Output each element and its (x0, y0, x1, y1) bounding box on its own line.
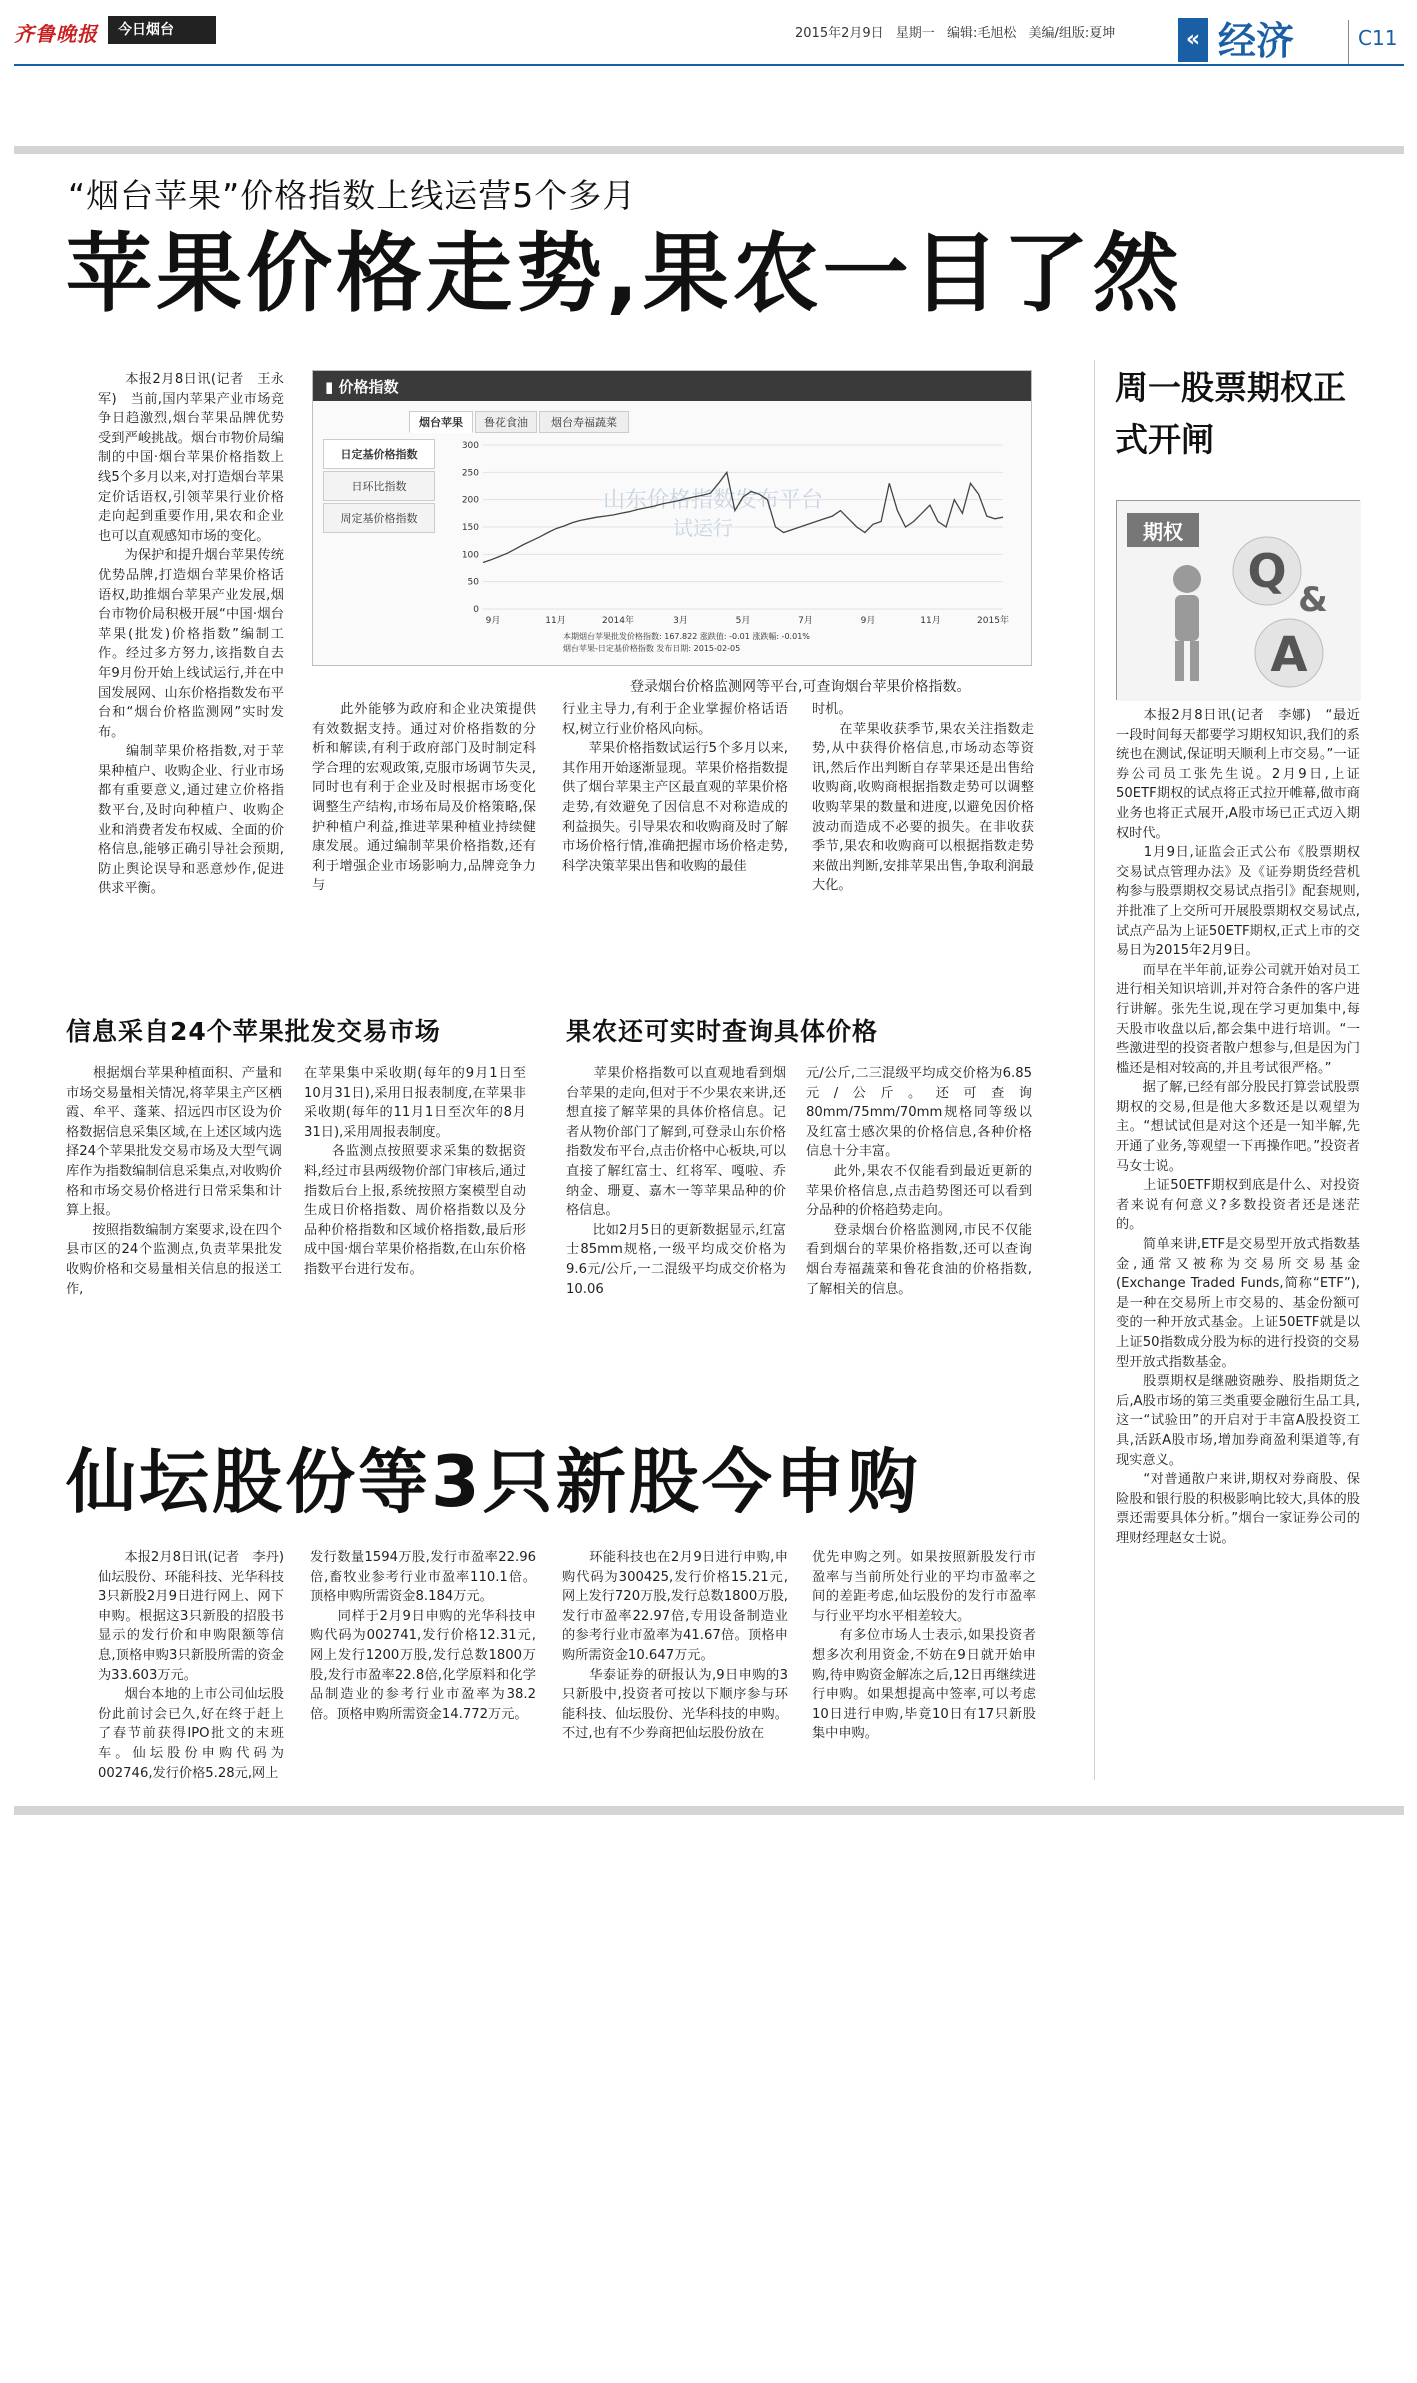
side-button-daily-base[interactable]: 日定基价格指数 (323, 439, 435, 469)
x-tick-label: 9月 (860, 616, 876, 626)
header-divider (1348, 20, 1349, 64)
issue-date: 2015年2月9日 (795, 26, 884, 41)
page-number: C11 (1358, 26, 1398, 50)
article1-column-4: 时机。 在苹果收获季节,果农关注指数走势,从中获得价格信息,市场动态等资讯,然后作出判断自存苹果还是出售给收购商,收购商根据指数走势可以调整收购苹果的数量和进度,以避免因价格波动而造成不必要的损失。在非收获季节,果农和收购商可以根据指数走势来做出判断,安排苹果出售,争取利润最大化。 (812, 702, 1034, 894)
x-tick-label: 2014年 (602, 616, 634, 626)
markets-column-2: 在苹果集中采收期(每年的9月1日至10月31日),采用日报表制度,在苹果非采收期(每年的11月1日至次年的8月31日),采用周报表制度。 各监测点按照要求采集的数据资料,经过市县两级物价部门审核后,通过指数后台上报,系统按照方案模型自动生成日价格指数、周价格指数以及分品种价格指数和区域价格指数,最后形成中国·烟台苹果价格指数,在山东价格指数平台进行发布。 (304, 1066, 526, 1277)
side-button-weekly-base[interactable]: 周定基价格指数 (323, 503, 435, 533)
section-heading-realtime: 果农还可实时查询具体价格 (566, 1017, 879, 1046)
y-tick-label: 150 (461, 523, 479, 533)
price-index-chart (312, 370, 1032, 666)
article1-column-2: 此外能够为政府和企业决策提供有效数据支持。通过对价格指数的分析和解读,有利于政府部门及时制定科学合理的宏观政策,克服市场调节失灵,同时也有利于企业及时根据市场变化调整生产结构,市场布局及价格策略,保护种植户利益,推进苹果种植业持续健康发展。通过编制苹果价格指数,还有利于增强企业市场影响力,品牌竞争力与 (312, 702, 536, 894)
x-tick-label: 11月 (545, 616, 566, 626)
chart-x-ticks (486, 614, 1009, 626)
chart-caption: 登录烟台价格监测网等平台,可查询烟台苹果价格指数。 (630, 679, 971, 695)
y-tick-label: 250 (461, 468, 479, 479)
article1-column-1: 本报2月8日讯(记者 王永军) 当前,国内苹果产业市场竞争日趋激烈,烟台苹果品牌优势受到严峻挑战。烟台市物价局编制的中国·烟台苹果价格指数上线5个多月以来,对打造烟台苹果定价话语权,引领苹果行业价格走向起到重要作用,果农和企业也可以直观感知市场的变化。 为保护和提升烟台苹果传统优势品牌,打造烟台苹果价格话语权,助推烟台苹果产业发展,烟台市物价局积极开展“中国·烟台苹果(批发)价格指数”编制工作。经过多方努力,该指数自去年9月份开始上线试运行,并在中国发展网、山东价格指数发布平台和“烟台价格监测网”实时发布。 编制苹果价格指数,对于苹果种植户、收购企业、行业市场都有重要意义,通过建立价格指数平台,及时向种植户、收购企业和消费者发布权威、全面的价格信息,能够正确引导社会预期,防止舆论误导和恶意炒作,促进供求平衡。 (98, 372, 284, 897)
options-qa-illustration (1117, 501, 1361, 701)
top-gray-bar (14, 146, 1404, 154)
x-tick-label: 5月 (735, 616, 751, 626)
chart-header (313, 371, 1031, 401)
newspaper-brand-logo: 齐鲁晚报 (14, 22, 98, 46)
article2-column-4: 优先申购之列。如果按照新股发行市盈率与当前所处行业的平均市盈率之间的差距考虑,仙坛股份的发行市盈率与行业平均水平相差较大。 有多位市场人士表示,如果投资者想多次利用资金,不妨在9日就开始申购,待申购资金解冻之后,12日再继续进行申购。如果想提高中签率,可以考虑10日进行申购,毕竟10日有17只新股集中申购。 (812, 1550, 1036, 1742)
header-meta (795, 22, 1115, 41)
photo-letter-q: Q (1247, 544, 1287, 598)
tab-yantai-apple[interactable]: 烟台苹果 (409, 411, 473, 433)
article2-column-3: 环能科技也在2月9日进行申购,申购代码为300425,发行价格15.21元,网上发行720万股,发行总数1800万股,发行市盈率22.97倍,专用设备制造业的参考行业市盈率为41.67倍。顶格申购所需资金10.647万元。 华泰证券的研报认为,9日申购的3只新股中,投资者可按以下顺序参与环能科技、仙坛股份、光华科技的申购。不过,也有不少券商把仙坛股份放在 (562, 1550, 788, 1742)
options-article-body: 本报2月8日讯(记者 李娜) “最近一段时间每天都要学习期权知识,我们的系统也在测试,保证明天顺利上市交易。”一证券公司员工张先生说。2月9日,上证50ETF期权的试点将正式拉开帷幕,做市商业务也将正式展开,A股市场已正式迈入期权时代。 1月9日,证监会正式公布《股票期权交易试点管理办法》及《证券期货经营机构参与股票期权交易试点指引》配套规则,并批准了上交所可开展股票期权交易试点,试点产品为上证50ETF期权,正式上市的交易日为2015年2月9日。 而早在半年前,证券公司就开始对员工进行相关知识培训,并对符合条件的客户进行讲解。张先生说,现在学习更加集中,每天股市收盘以后,都会集中进行培训。“一些激进型的投资者散户想参与,但是因为门槛还是相对较高的,并且考试很严格。” 据了解,已经有部分股民打算尝试股票期权的交易,但是他大多数还是以观望为主。“想试试但是对这个还是一知半解,先开通了业务,等观望一下再操作吧。”投资者马女士说。 上证50ETF期权到底是什么、对投资者来说有何意义?多数投资者还是迷茫的。 简单来讲,ETF是交易型开放式指数基金,通常又被称为交易所交易基金(Exchange Traded Funds,简称“ETF”),是一种在交易所上市交易的、基金份额可变的一种开放式基金。上证50ETF就是以上证50指数成分股为标的进行投资的交易型开放式指数基金。 股票期权是继融资融券、股指期货之后,A股市场的第三类重要金融衍生品工具,这一“试验田”的开启对于丰富A股投资工具,活跃A股市场,增加券商盈利渠道等,有现实意义。 “对普通散户来讲,期权对券商股、保险股和银行股的积极影响比较大,具体的股票还需要具体分析。”烟台一家证券公司的理财经理赵女士说。 (1116, 708, 1360, 1546)
price-index-series-line (483, 472, 1003, 562)
article2-column-1: 本报2月8日讯(记者 李丹) 仙坛股份、环能科技、光华科技3只新股2月9日进行网上、网下申购。根据这3只新股的招股书显示的发行价和申购限额等信息,顶格申购3只新股所需的资金为33.603万元。 烟台本地的上市公司仙坛股份此前讨会已久,好在终于赶上了春节前获得IPO批文的末班车。仙坛股份申购代码为002746,发行价格5.28元,网上 (98, 1550, 284, 1781)
x-tick-label: 11月 (920, 616, 941, 626)
side-button-daily-ratio[interactable]: 日环比指数 (323, 471, 435, 501)
column-divider (1094, 360, 1095, 1780)
options-qa-photo (1116, 500, 1360, 700)
y-tick-label: 50 (467, 577, 479, 588)
x-tick-label: 9月 (485, 616, 501, 626)
price-index-line-chart (443, 431, 1023, 661)
photo-letter-amp: & (1298, 580, 1328, 620)
section-tag: 今日烟台 (108, 16, 216, 44)
options-article-title: 周一股票期权正式开闸 (1115, 368, 1346, 459)
y-tick-label: 100 (461, 550, 479, 561)
editor-credit: 编辑:毛旭松 (946, 26, 1017, 41)
section-heading-markets: 信息采自24个苹果批发交易市场 (66, 1017, 441, 1046)
bottom-gray-bar (14, 1806, 1404, 1815)
article1-title: 苹果价格走势,果农一目了然 (66, 224, 1183, 324)
article1-subtitle: “烟台苹果”价格指数上线运营5个多月 (68, 176, 637, 215)
article2-column-2: 发行数量1594万股,发行市盈率22.96倍,畜牧业参考行业市盈率110.1倍。顶格申购所需资金8.184万元。 同样于2月9日申购的光华科技申购代码为002741,发行价格12.31元,网上发行1200万股,发行总数1800万股,发行市盈率22.8倍,化学原料和化学品制造业的参考行业市盈率为38.2倍。顶格申购所需资金14.772万元。 (310, 1550, 536, 1722)
realtime-column-1: 苹果价格指数可以直观地看到烟台苹果的走向,但对于不少果农来讲,还想直接了解苹果的具体价格信息。记者从物价部门了解到,可登录山东价格指数发布平台,点击价格中心板块,可以直接了解红富士、红将军、嘎啦、乔纳金、珊夏、嘉木一等苹果品种的价格信息。 比如2月5日的更新数据显示,红富士85mm规格,一级平均成交价格为9.6元/公斤,一二混级平均成交价格为10.06 (566, 1066, 786, 1297)
chart-watermark-2: 试运行 (673, 516, 733, 540)
bar-chart-icon: ▮ (325, 378, 339, 396)
header-rule (14, 64, 1404, 66)
chart-legend-1: 本期烟台苹果批发价格指数: 167.822 涨跌值: -0.01 涨跌幅: -0.01% (563, 632, 810, 641)
designer-credit: 美编/组版:夏坤 (1028, 26, 1116, 41)
issue-weekday: 星期一 (895, 26, 935, 41)
section-chevron-icon: « (1178, 18, 1208, 62)
chart-header-text: 价格指数 (338, 378, 399, 396)
photo-label: 期权 (1143, 520, 1183, 544)
x-tick-label: 2015年 (977, 616, 1009, 626)
tab-shoufu-vegetables[interactable]: 烟台寿福蔬菜 (539, 411, 629, 433)
y-tick-label: 0 (473, 605, 479, 615)
y-tick-label: 200 (461, 495, 479, 506)
article2-title: 仙坛股份等3只新股今申购 (66, 1441, 921, 1523)
chart-watermark: 山东价格指数发布平台 (603, 488, 824, 513)
x-tick-label: 3月 (673, 616, 688, 626)
chart-y-ticks (462, 441, 479, 615)
photo-letter-a: A (1270, 627, 1308, 683)
realtime-column-2: 元/公斤,二三混级平均成交价格为6.85元/公斤。还可查询80mm/75mm/70mm规格同等级以及红富士感次果的价格信息,各种价格信息十分丰富。 此外,果农不仅能看到最近更新的苹果价格信息,点击趋势图还可以看到分品种的价格趋势走向。 登录烟台价格监测网,市民不仅能看到烟台的苹果价格指数,还可以查询烟台寿福蔬菜和鲁花食油的价格指数,了解相关的信息。 (806, 1066, 1032, 1297)
section-name: 经济 (1218, 19, 1295, 63)
article1-column-3: 行业主导力,有利于企业掌握价格话语权,树立行业价格风向标。 苹果价格指数试运行5个多月以来,其作用开始逐渐显现。苹果价格指数提供了烟台苹果主产区最直观的苹果价格走势,有效避免了因信息不对称造成的利益损失。引导果农和收购商及时了解市场价格行情,准确把握市场价格走势,科学决策苹果出售和收购的最佳 (562, 702, 788, 874)
y-tick-label: 300 (461, 441, 479, 451)
tab-luhua-oil[interactable]: 鲁花食油 (475, 411, 537, 433)
chart-legend-2: 烟台苹果-日定基价格指数 发布日期: 2015-02-05 (563, 644, 741, 653)
markets-column-1: 根据烟台苹果种植面积、产量和市场交易量相关情况,将苹果主产区栖霞、牟平、蓬莱、招远四市区设为价格数据信息采集区域,在上述区域内选择24个苹果批发交易市场及大型气调库作为指数编制信息采集点,对收购价格和市场交易价格进行日常采集和计算上报。 按照指数编制方案要求,设在四个县市区的24个监测点,负责苹果批发收购价格和交易量相关信息的报送工作, (66, 1066, 282, 1297)
x-tick-label: 7月 (798, 616, 813, 626)
chart-header-label (325, 376, 399, 397)
